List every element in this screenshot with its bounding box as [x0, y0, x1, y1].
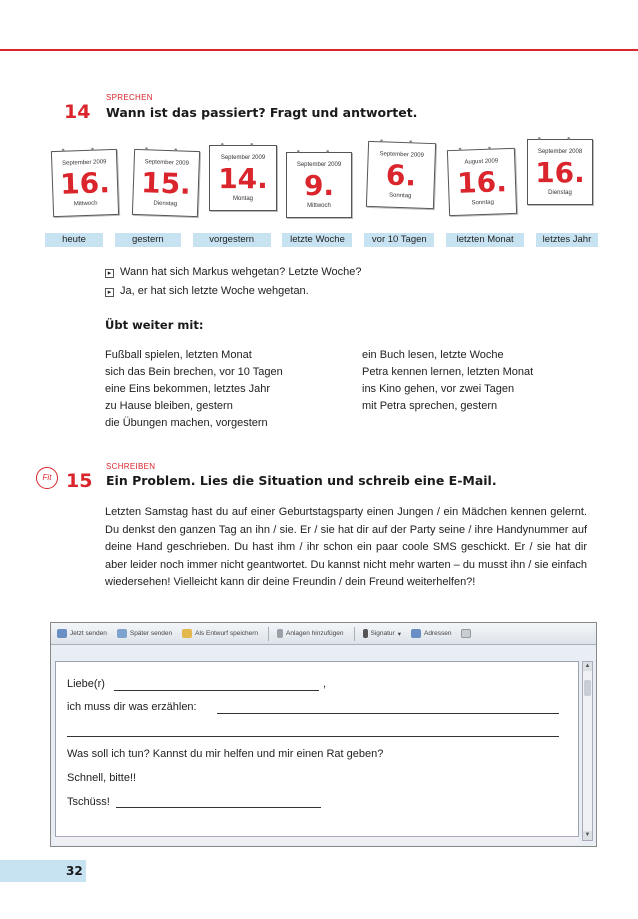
calendar-5: ● ● September 2009 6. Sonntag: [366, 141, 436, 209]
dialog-question: ▸ Wann hat sich Markus wehgetan? Letzte Woche?: [105, 266, 362, 278]
calendar-3: ● ● September 2009 14. Montag: [209, 145, 277, 211]
time-label: vorgestern: [193, 233, 271, 247]
salutation-comma: ,: [323, 678, 327, 690]
calendar-2: ● ● September 2009 15. Dienstag: [132, 149, 200, 217]
list-item: zu Hause bleiben, gestern: [105, 400, 233, 412]
email-line-4: Schnell, bitte!!: [67, 772, 137, 784]
time-label: letztes Jahr: [536, 233, 598, 247]
email-toolbar: [51, 623, 596, 645]
rings-icon: ● ●: [458, 145, 504, 153]
more-button[interactable]: [461, 629, 474, 638]
vertical-scrollbar[interactable]: [582, 661, 593, 841]
chevron-down-icon: ▾: [397, 630, 401, 638]
practice-subtitle: Übt weiter mit:: [105, 318, 204, 332]
list-item: ins Kino gehen, vor zwei Tagen: [362, 383, 515, 395]
rings-icon: ● ●: [537, 136, 583, 142]
rings-icon: ● ●: [220, 142, 266, 148]
ex14-title: Wann ist das passiert? Fragt und antwortet.: [106, 105, 418, 120]
addresses-button[interactable]: Adressen: [411, 629, 451, 638]
ex14-category: SPRECHEN: [106, 93, 153, 102]
list-item: sich das Bein brechen, vor 10 Tagen: [105, 366, 283, 378]
list-item: Petra kennen lernen, letzten Monat: [362, 366, 534, 378]
list-item: ein Buch lesen, letzte Woche: [362, 349, 504, 361]
speaker-a-icon: ▸: [105, 269, 114, 278]
email-line-2: ich muss dir was erzählen:: [67, 701, 197, 713]
calendar-4: ● ● September 2009 9. Mittwoch: [286, 152, 352, 218]
time-label: vor 10 Tagen: [364, 233, 434, 247]
list-item: die Übungen machen, vorgestern: [105, 417, 268, 429]
paperclip-icon: [277, 629, 283, 638]
send-now-button[interactable]: Jetzt senden: [57, 629, 107, 638]
list-item: eine Eins bekommen, letztes Jahr: [105, 383, 271, 395]
salutation: Liebe(r): [67, 678, 105, 690]
toolbar-divider: [354, 627, 355, 641]
rings-icon: ● ●: [61, 146, 107, 154]
writing-blank-2[interactable]: [67, 736, 559, 737]
signature-button[interactable]: Signatur ▾: [363, 629, 401, 638]
clock-icon: [117, 629, 127, 638]
save-draft-button[interactable]: Als Entwurf speichern: [182, 629, 258, 638]
list-item: mit Petra sprechen, gestern: [362, 400, 498, 412]
toolbar-divider: [268, 627, 269, 641]
signature-blank[interactable]: [116, 807, 321, 808]
pen-icon: [363, 629, 368, 638]
time-label: heute: [45, 233, 103, 247]
ex15-number: 15: [66, 470, 93, 492]
ex15-title: Ein Problem. Lies die Situation und schreib eine E-Mail.: [106, 473, 497, 488]
email-window: [50, 622, 597, 847]
calendar-7: ● ● September 2008 16. Dienstag: [527, 139, 593, 205]
dialog-answer: ▸ Ja, er hat sich letzte Woche wehgetan.: [105, 285, 309, 297]
email-closing: Tschüss!: [67, 796, 110, 808]
email-line-3: Was soll ich tun? Kannst du mir helfen und mir einen Rat geben?: [67, 748, 384, 760]
time-label: letzten Monat: [446, 233, 524, 247]
name-blank[interactable]: [114, 690, 319, 691]
add-attachment-button[interactable]: Anlagen hinzufügen: [277, 629, 343, 638]
fit-badge: Fit: [36, 467, 58, 489]
situation-paragraph: Letzten Samstag hast du auf einer Geburtstagsparty einen Jungen / ein Mädchen kennen gelernt. Du denkst den ganzen Tag an ihn / sie. Er / sie hat dir auf der Party seine / ihre Handynummer auf deine Hand geschrieben. Du hast ihm / ihr schon ein paar coole SMS geschickt. Er / sie hat dir aber leider noch immer nicht geantwortet. Du kannst nicht mehr warten – du musst ihn / sie einfach wiedersehen! Vielleicht kann dir deine Freundin / dein Freund weiterhelfen?!: [105, 506, 587, 589]
speaker-b-icon: ▸: [105, 288, 114, 297]
contacts-icon: [411, 629, 421, 638]
writing-blank-1[interactable]: [217, 713, 559, 714]
time-label: gestern: [115, 233, 181, 247]
scroll-thumb[interactable]: [584, 680, 591, 696]
ex14-number: 14: [64, 101, 91, 123]
practice-list-right: [362, 347, 533, 415]
practice-list-left: [105, 347, 283, 432]
options-icon: [461, 629, 471, 638]
folder-icon: [182, 629, 192, 638]
time-label: letzte Woche: [282, 233, 352, 247]
calendar-1: ● ● September 2009 16. Mittwoch: [51, 149, 119, 217]
send-icon: [57, 629, 67, 638]
calendar-6: ● ● August 2009 16. Sonntag: [447, 148, 517, 216]
time-label-bar: [45, 233, 598, 247]
rings-icon: ● ●: [144, 146, 190, 154]
send-later-button[interactable]: Später senden: [117, 629, 172, 638]
scroll-up-icon[interactable]: ▲: [584, 663, 591, 669]
rings-icon: ● ●: [379, 138, 425, 146]
scroll-down-icon[interactable]: ▼: [584, 832, 591, 838]
top-rule: [0, 49, 638, 51]
horizontal-scrollbar[interactable]: [55, 836, 579, 844]
page-number: 32: [0, 860, 86, 882]
list-item: Fußball spielen, letzten Monat: [105, 349, 252, 361]
ex15-category: SCHREIBEN: [106, 462, 156, 471]
rings-icon: ● ●: [296, 149, 342, 155]
